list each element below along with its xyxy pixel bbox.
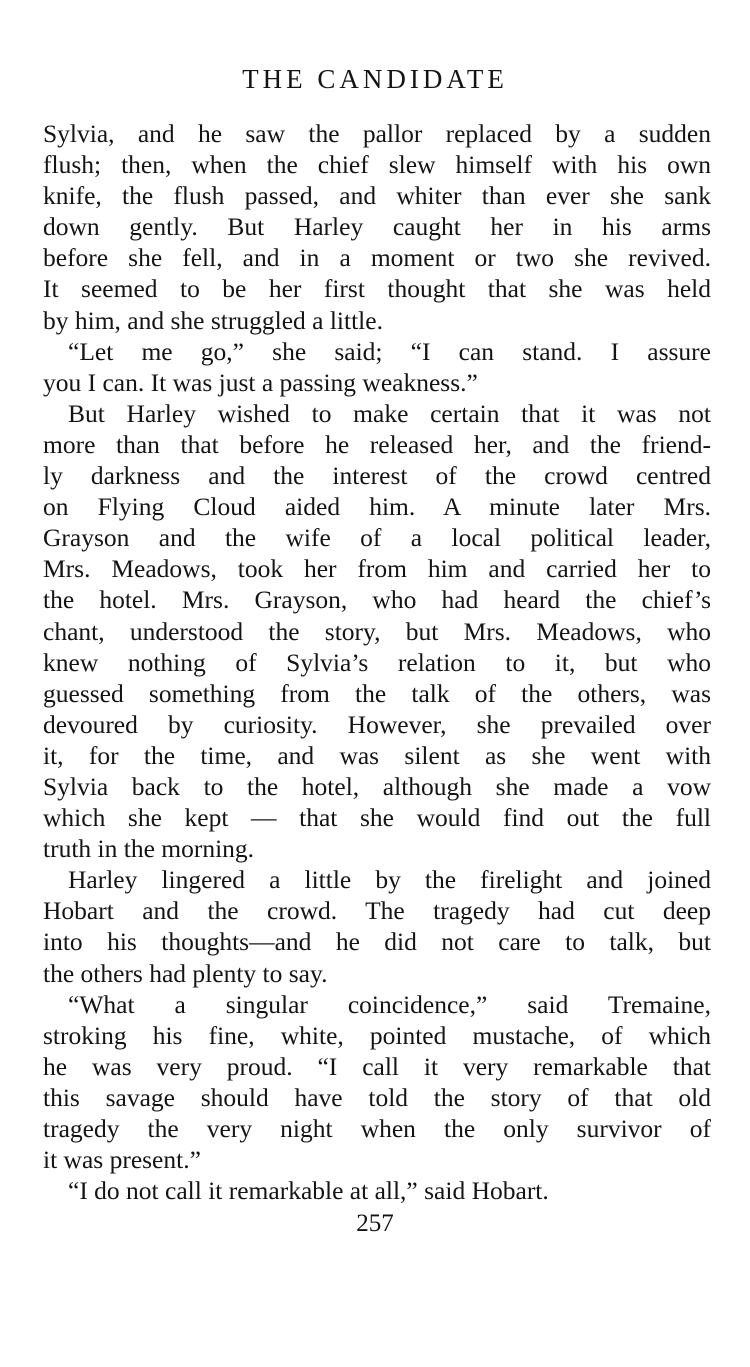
text-line: knew nothing of Sylvia’s relation to it, but who bbox=[43, 647, 711, 677]
text-line: more than that before he released her, and the friend- bbox=[43, 429, 711, 459]
text-line: guessed something from the talk of the others, was bbox=[43, 678, 711, 708]
text-line: it, for the time, and was silent as she went with bbox=[43, 740, 711, 770]
text-line: tragedy the very night when the only survivor of bbox=[43, 1114, 711, 1143]
body-text bbox=[43, 118, 711, 1206]
text-line: knife, the flush passed, and whiter than ever she sank bbox=[43, 181, 711, 211]
text-line: chant, understood the story, but Mrs. Meadows, who bbox=[43, 616, 711, 646]
page-number: 257 bbox=[356, 1210, 394, 1237]
text-line: stroking his fine, white, pointed mustache, of which bbox=[43, 1020, 711, 1050]
text-line: by him, and she struggled a little. bbox=[43, 305, 383, 335]
text-line: Sylvia, and he saw the pallor replaced by a sudden bbox=[43, 119, 711, 148]
text-line: it was present.” bbox=[43, 1145, 201, 1175]
text-line: Harley lingered a little by the firelight and joined bbox=[68, 865, 711, 895]
text-line: you I can. It was just a passing weakness.” bbox=[43, 367, 478, 397]
text-line: It seemed to be her first thought that she was held bbox=[43, 274, 711, 304]
text-line: Hobart and the crowd. The tragedy had cut deep bbox=[43, 896, 711, 926]
text-line: Sylvia back to the hotel, although she made a vow bbox=[43, 771, 711, 801]
text-line: Grayson and the wife of a local political leader, bbox=[43, 523, 711, 553]
text-line: “I do not call it remarkable at all,” said Hobart. bbox=[68, 1176, 549, 1206]
text-line: on Flying Cloud aided him. A minute later Mrs. bbox=[43, 492, 711, 522]
text-line: the others had plenty to say. bbox=[43, 958, 328, 988]
text-line: down gently. But Harley caught her in his arms bbox=[43, 212, 711, 242]
text-line: he was very proud. “I call it very remarkable that bbox=[43, 1051, 711, 1081]
text-line: devoured by curiosity. However, she prevailed over bbox=[43, 709, 711, 739]
text-line: this savage should have told the story of that old bbox=[43, 1082, 711, 1112]
text-line: into his thoughts—and he did not care to talk, but bbox=[43, 927, 711, 957]
text-line: “Let me go,” she said; “I can stand. I assure bbox=[68, 336, 711, 366]
text-line: which she kept — that she would find out the full bbox=[43, 803, 711, 833]
text-line: truth in the morning. bbox=[43, 834, 255, 864]
text-line: “What a singular coincidence,” said Tremaine, bbox=[68, 989, 711, 1019]
text-line: ly darkness and the interest of the crowd centred bbox=[43, 461, 711, 491]
text-line: But Harley wished to make certain that it was not bbox=[68, 398, 711, 428]
text-line: flush; then, when the chief slew himself with his own bbox=[43, 150, 711, 180]
text-line: the hotel. Mrs. Grayson, who had heard the chief’s bbox=[43, 585, 711, 615]
text-line: Mrs. Meadows, took her from him and carried her to bbox=[43, 554, 711, 584]
running-head: THE CANDIDATE bbox=[242, 64, 508, 94]
text-line: before she fell, and in a moment or two she revived. bbox=[43, 243, 711, 273]
